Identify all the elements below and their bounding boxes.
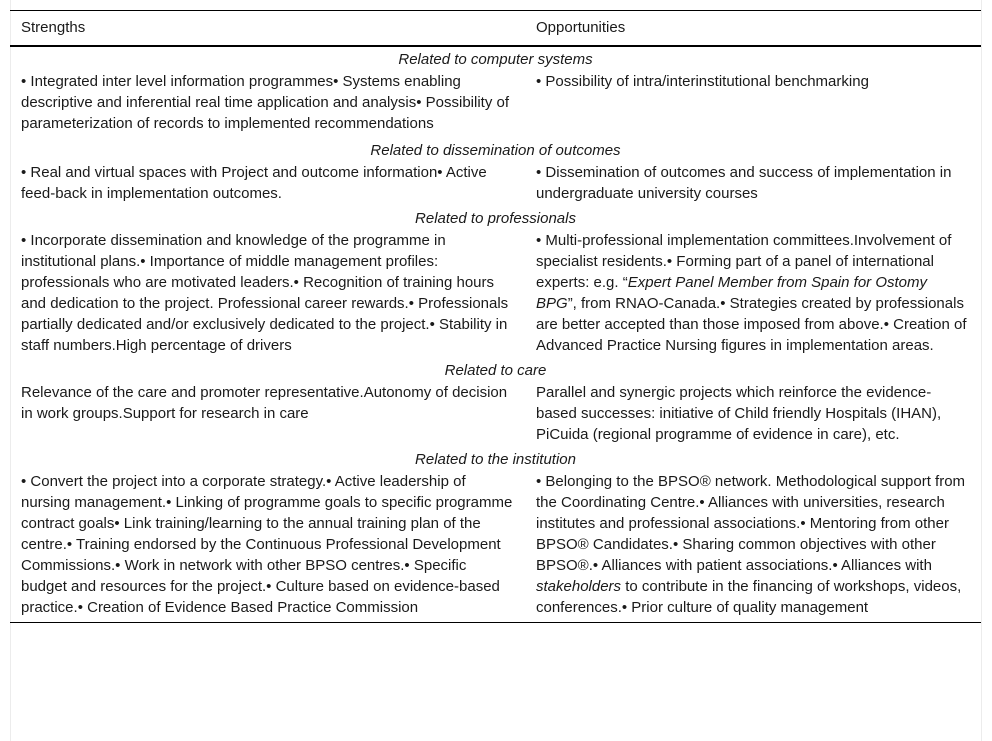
table-row (10, 382, 981, 447)
section-heading-row (10, 138, 981, 162)
opportunities-text: • Multi-professional implementation committees.Involvement of specialist residents.• Forming part of a panel of international experts: e.g. “ (536, 232, 952, 291)
section-heading-row (10, 206, 981, 230)
section-title-institution: Related to the institution (415, 451, 576, 468)
opportunities-italic-text: Expert Panel Member from Spain for Ostomy BPG (536, 274, 927, 312)
section-heading-row (10, 358, 981, 382)
page-edge-right (981, 0, 982, 741)
table-row (10, 162, 981, 206)
table-row (10, 471, 981, 623)
header-opportunities: Opportunities (525, 11, 981, 47)
strengths-cell: • Integrated inter level information programmes• Systems enabling descriptive and inferential real time application and analysis• Possibility of parameterization of records to implemented recommendations (21, 73, 510, 132)
header-strengths: Strengths (10, 11, 525, 47)
opportunities-cell: • Dissemination of outcomes and success of implementation in undergraduate university courses (536, 164, 952, 202)
strengths-cell: • Convert the project into a corporate strategy.• Active leadership of nursing management.• Linking of programme goals to specific programme contract goals• Link training/learning to the annual training plan of the centre.• Training endorsed by the Continuous Professional Development Commissions.• Work in network with other BPSO centres.• Specific budget and resources for the project.• Culture based on evidence-based practice.• Creation of Evidence Based Practice Commission (10, 471, 525, 623)
section-title-dissemination: Related to dissemination of outcomes (370, 142, 621, 159)
section-title-professionals: Related to professionals (415, 210, 576, 227)
section-title-care: Related to care (444, 362, 547, 379)
opportunities-cell (525, 471, 981, 623)
strengths-cell: • Incorporate dissemination and knowledge of the programme in institutional plans.• Importance of middle management profiles: professionals who are motivated leaders.• Recognition of training hours and dedication to the project. Professional career rewards.• Professionals partially dedicated and/or exclusively dedicated to the project.• Stability in staff numbers.High percentage of drivers (21, 232, 509, 354)
opportunities-text: ”, from RNAO-Canada.• Strategies created by professionals are better accepted than those imposed from above.• Creation of Advanced Practice Nursing figures in implementation areas. (536, 295, 967, 354)
opportunities-text: • Belonging to the BPSO® network. Methodological support from the Coordinating Centre.• Alliances with universities, research institutes and professional associations.• Mentoring from other BPSO® Candidates.• Sharing common objectives with other BPSO®.• Alliances with patient associations.• Alliances with (536, 473, 966, 574)
opportunities-text: to contribute in the financing of workshops, videos, conferences.• Prior culture of quality management (536, 578, 962, 616)
section-heading-row (10, 46, 981, 71)
strengths-cell: Relevance of the care and promoter representative.Autonomy of decision in work groups.Support for research in care (21, 384, 508, 422)
strengths-cell: • Real and virtual spaces with Project and outcome information• Active feed-back in implementation outcomes. (21, 164, 487, 202)
section-title-computer-systems: Related to computer systems (398, 51, 593, 68)
swot-table-container (10, 10, 981, 623)
section-heading-row (10, 447, 981, 471)
opportunities-cell: Parallel and synergic projects which reinforce the evidence-based successes: initiative of Child friendly Hospitals (IHAN), PiCuida (regional programme of evidence in care), etc. (536, 384, 942, 443)
opportunities-italic-text: stakeholders (536, 578, 622, 595)
header-row (10, 11, 981, 47)
table-row (10, 71, 981, 138)
opportunities-cell (525, 230, 981, 358)
swot-table (10, 10, 981, 623)
opportunities-cell: • Possibility of intra/interinstitutional benchmarking (536, 73, 869, 90)
table-row (10, 230, 981, 358)
